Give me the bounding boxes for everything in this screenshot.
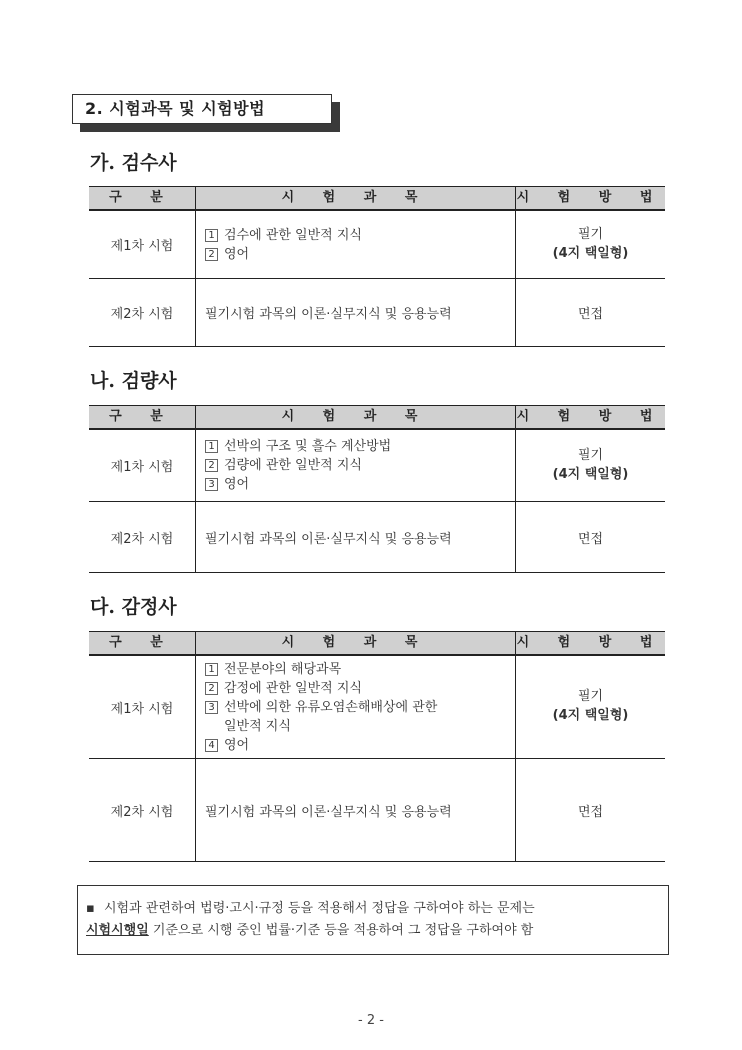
subject-cell <box>195 656 515 758</box>
list-item <box>205 437 391 456</box>
item-number: 1 <box>205 440 218 453</box>
item-number: 2 <box>205 682 218 695</box>
method-type: 필기 <box>577 447 604 463</box>
method-cell <box>515 430 665 501</box>
notice-emphasis: 시험시행일 <box>86 923 149 938</box>
item-number: 2 <box>205 248 218 261</box>
item-text: 영어 <box>224 477 250 492</box>
subject-list <box>205 660 437 755</box>
section-title-inspector: 가. 검수사 <box>90 152 177 174</box>
item-number: 1 <box>205 229 218 242</box>
method-format: (4지 택일형) <box>552 245 629 261</box>
subject-cell: 필기시험 과목의 이론·실무지식 및 응용능력 <box>195 502 515 572</box>
header-method: 시 험 방 법 <box>515 632 665 654</box>
header-category: 구 분 <box>109 409 175 424</box>
list-item <box>205 226 362 245</box>
row-label: 제2차 시험 <box>110 307 174 322</box>
item-number: 3 <box>205 701 218 714</box>
method-format: (4지 택일형) <box>552 708 629 723</box>
row-label: 제1차 시험 <box>110 239 174 254</box>
item-text: 영어 <box>224 246 250 262</box>
table-header <box>89 186 665 210</box>
item-number: 2 <box>205 459 218 472</box>
notice-box <box>77 885 669 955</box>
list-item <box>205 679 437 698</box>
item-number: 3 <box>205 478 218 491</box>
item-number: 4 <box>205 739 218 752</box>
section-title-surveyor: 다. 감정사 <box>90 596 177 618</box>
header-method: 시 험 방 법 <box>515 406 665 428</box>
row-label: 제2차 시험 <box>110 804 174 820</box>
notice-text-2: 기준으로 시행 중인 법률·기준 등을 적용하여 그 정답을 구하여야 함 <box>148 923 534 938</box>
table-row <box>89 758 665 861</box>
notice-line-2 <box>86 920 658 942</box>
method-type: 필기 <box>577 226 604 242</box>
exam-table-measurer <box>89 405 665 573</box>
row-label: 제2차 시험 <box>110 531 174 547</box>
method-cell <box>515 502 665 572</box>
item-text: 검량에 관한 일반적 지식 <box>224 458 362 473</box>
section-title-measurer: 나. 검량사 <box>90 370 177 392</box>
method-format: (4지 택일형) <box>552 466 629 482</box>
method-cell <box>515 211 665 278</box>
header-category: 구 분 <box>109 190 175 205</box>
subject-cell <box>195 430 515 501</box>
method-type: 면접 <box>577 531 604 547</box>
header-subjects: 시 험 과 목 <box>195 406 515 428</box>
subject-list <box>205 226 362 264</box>
subject-list <box>205 437 391 494</box>
subject-cell <box>195 211 515 278</box>
table-row <box>89 210 665 278</box>
header-category: 구 분 <box>109 635 175 650</box>
table-row <box>89 501 665 572</box>
table-header <box>89 631 665 655</box>
item-text: 일반적 지식 <box>224 718 291 734</box>
header-subjects: 시 험 과 목 <box>195 187 515 209</box>
method-type: 필기 <box>577 689 604 704</box>
method-type: 면접 <box>577 804 604 820</box>
page-number: - 2 - <box>358 1013 384 1028</box>
item-text: 선박의 구조 및 흘수 계산방법 <box>224 439 392 454</box>
bullet-icon: ▪ <box>86 901 95 916</box>
chapter-title: 2. 시험과목 및 시험방법 <box>72 94 332 124</box>
method-cell <box>515 656 665 758</box>
notice-text-1: 시험과 관련하여 법령·고시·규정 등을 적용해서 정답을 구하여야 하는 문제는 <box>104 901 535 916</box>
method-cell <box>515 279 665 346</box>
chapter-heading <box>72 94 340 132</box>
table-row <box>89 655 665 758</box>
item-text: 선박에 의한 유류오염손해배상에 관한 <box>224 699 438 715</box>
exam-table-surveyor <box>89 631 665 862</box>
header-subjects: 시 험 과 목 <box>195 632 515 654</box>
list-item <box>205 456 391 475</box>
subject-cell: 필기시험 과목의 이론·실무지식 및 응용능력 <box>195 279 515 346</box>
subject-cell: 필기시험 과목의 이론·실무지식 및 응용능력 <box>195 759 515 861</box>
method-cell <box>515 759 665 861</box>
item-text: 검수에 관한 일반적 지식 <box>224 227 362 243</box>
item-text: 영어 <box>224 737 250 753</box>
list-item <box>205 717 437 736</box>
list-item <box>205 698 437 717</box>
list-item <box>205 245 362 264</box>
item-number: 1 <box>205 663 218 676</box>
row-label: 제1차 시험 <box>110 701 174 717</box>
header-method: 시 험 방 법 <box>515 187 665 209</box>
table-row <box>89 429 665 501</box>
notice-line-1 <box>86 898 658 920</box>
list-item <box>205 736 437 755</box>
list-item <box>205 475 391 494</box>
row-label: 제1차 시험 <box>110 460 174 475</box>
list-item <box>205 660 437 679</box>
table-row <box>89 278 665 346</box>
exam-table-inspector <box>89 186 665 347</box>
item-text: 감정에 관한 일반적 지식 <box>224 680 362 696</box>
table-header <box>89 405 665 429</box>
method-type: 면접 <box>577 307 604 322</box>
item-text: 전문분야의 해당과목 <box>224 661 342 677</box>
